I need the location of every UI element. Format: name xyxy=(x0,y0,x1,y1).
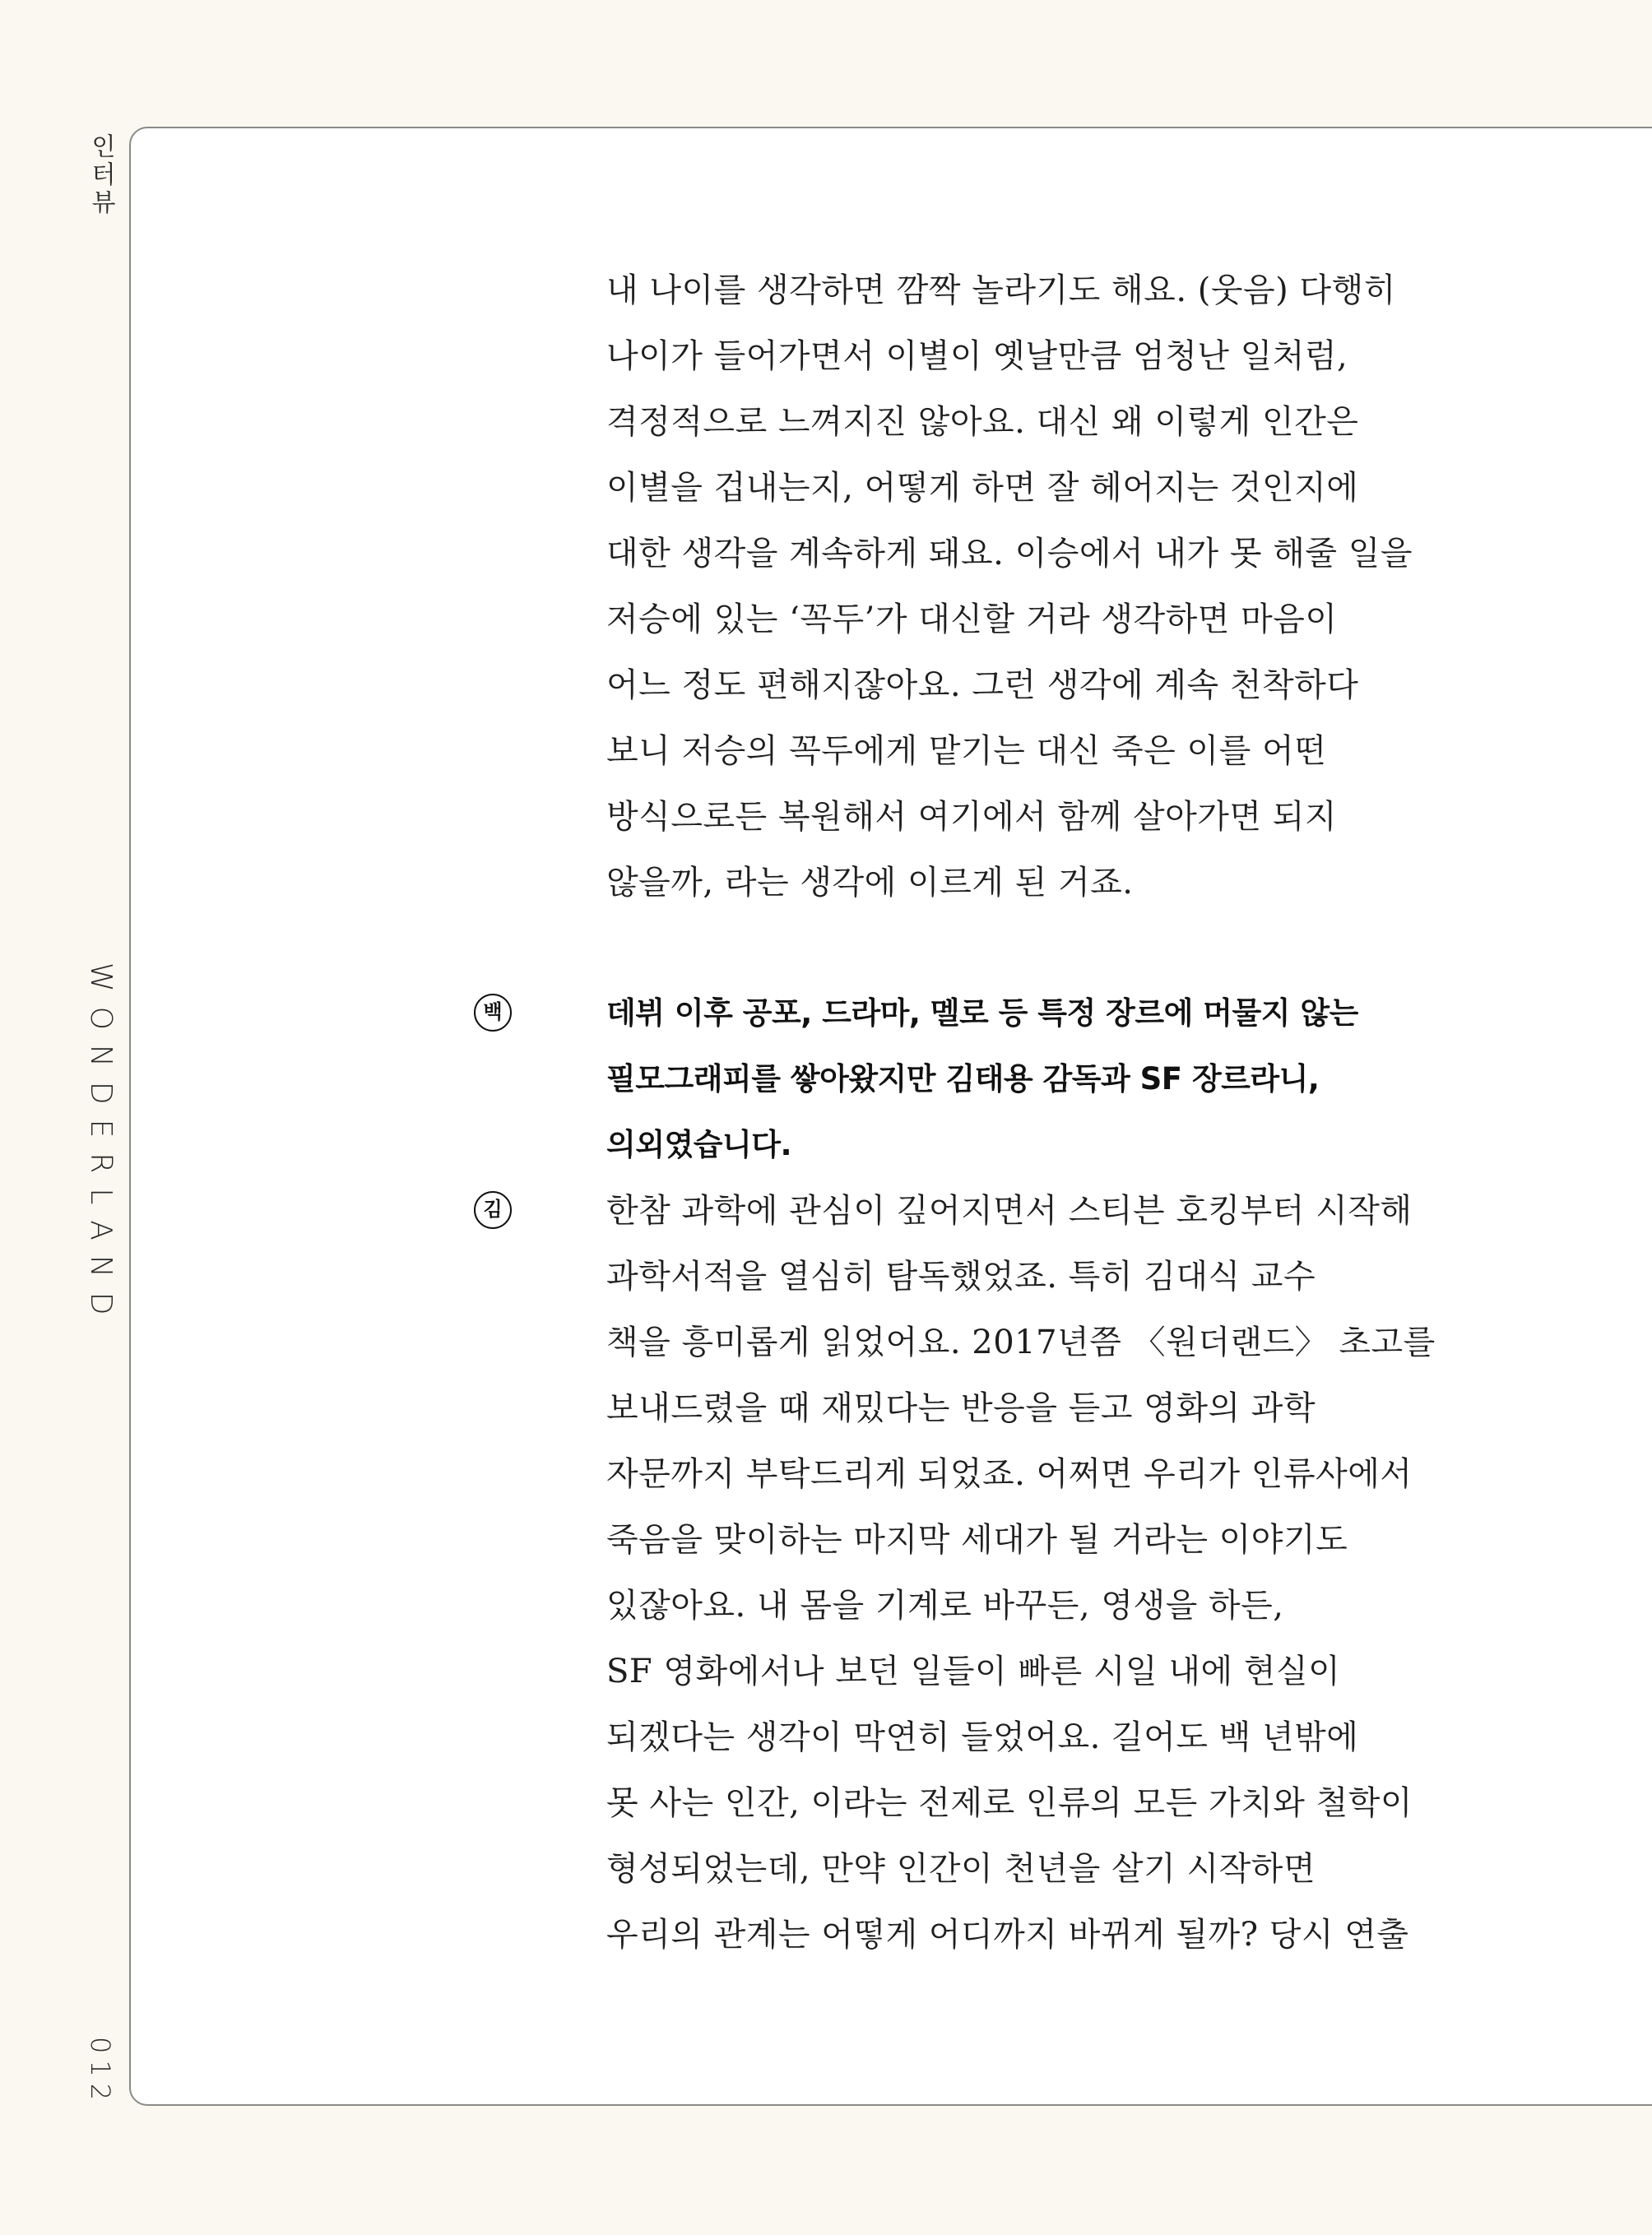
answer-line: 한참 과학에 관심이 깊어지면서 스티븐 호킹부터 시작해 xyxy=(606,1192,1413,1230)
answer-line: 과학서적을 열심히 탐독했었죠. 특히 김대식 교수 xyxy=(606,1258,1316,1296)
answer-line: 형성되었는데, 만약 인간이 천년을 살기 시작하면 xyxy=(606,1850,1316,1888)
answer-line: 자문까지 부탁드리게 되었죠. 어쩌면 우리가 인류사에서 xyxy=(606,1455,1413,1493)
answer-line: 저승에 있는 ‘꼭두’가 대신할 거라 생각하면 마음이 xyxy=(606,600,1338,638)
answer-line: 있잖아요. 내 몸을 기계로 바꾸든, 영생을 하든, xyxy=(606,1587,1284,1625)
answer-line: 되겠다는 생각이 막연히 들었어요. 길어도 백 년밖에 xyxy=(606,1718,1359,1756)
question-line: 데뷔 이후 공포, 드라마, 멜로 등 특정 장르에 머물지 않는 xyxy=(606,995,1358,1031)
question-line: 의외였습니다. xyxy=(606,1127,792,1162)
question-line: 필모그래피를 쌓아왔지만 김태용 감독과 SF 장르라니, xyxy=(606,1061,1320,1097)
answer-line: 못 사는 인간, 이라는 전제로 인류의 모든 가치와 철학이 xyxy=(606,1784,1413,1822)
answer-line: 어느 정도 편해지잖아요. 그런 생각에 계속 천착하다 xyxy=(606,666,1359,704)
answer-line: 이별을 겁내는지, 어떻게 하면 잘 헤어지는 것인지에 xyxy=(606,469,1359,507)
answer-line: 내 나이를 생각하면 깜짝 놀라기도 해요. (웃음) 다행히 xyxy=(606,271,1396,309)
answer-line: 격정적으로 느껴지진 않아요. 대신 왜 이렇게 인간은 xyxy=(606,403,1359,441)
section-label: 인터뷰 xyxy=(86,133,115,217)
answer-line: 나이가 들어가면서 이별이 옛날만큼 엄청난 일처럼, xyxy=(606,337,1348,375)
answer-line: 보내드렸을 때 재밌다는 반응을 듣고 영화의 과학 xyxy=(606,1389,1316,1427)
answer-line: SF 영화에서나 보던 일들이 빠른 시일 내에 현실이 xyxy=(606,1653,1341,1690)
page-number: 012 xyxy=(85,2037,116,2107)
answer-line: 책을 흥미롭게 읽었어요. 2017년쯤 〈원더랜드〉 초고를 xyxy=(606,1324,1436,1361)
answer-line: 방식으로든 복원해서 여기에서 함께 살아가면 되지 xyxy=(606,798,1338,836)
interviewer-marker: 백 xyxy=(474,994,512,1032)
answer-line: 보니 저승의 꼭두에게 맡기는 대신 죽은 이를 어떤 xyxy=(606,732,1327,770)
answer-line: 죽음을 맞이하는 마지막 세대가 될 거라는 이야기도 xyxy=(606,1521,1348,1559)
answer-line: 우리의 관계는 어떻게 어디까지 바뀌게 될까? 당시 연출 xyxy=(606,1916,1409,1954)
interviewee-marker: 김 xyxy=(474,1191,512,1229)
magazine-brand: WONDERLAND xyxy=(84,962,118,1330)
answer-line: 않을까, 라는 생각에 이르게 된 거죠. xyxy=(606,864,1134,902)
answer-line: 대한 생각을 계속하게 돼요. 이승에서 내가 못 해줄 일을 xyxy=(606,535,1413,573)
